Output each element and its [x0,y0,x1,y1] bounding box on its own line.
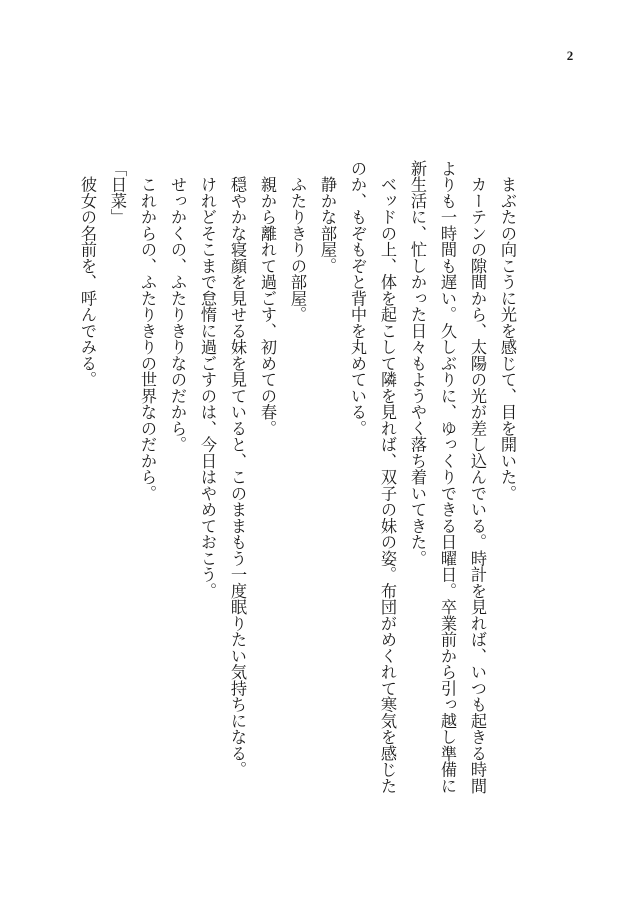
text-line: 新生活に、忙しかった日々もようやく落ち着いてきた。 [408,160,427,567]
text-line: よりも一時間も遅い。久しぶりに、ゆっくりできる日曜日。卒業前から引っ越し準備に [438,160,457,794]
text-line: ふたりきりの部屋。 [288,160,307,323]
text-line: これからの、ふたりきりの世界なのだから。 [138,160,157,502]
text-line: けれどそこまで怠惰に過ごすのは、今日はやめておこう。 [198,160,217,599]
text-line: せっかくの、ふたりきりなのだから。 [168,160,187,453]
text-line: のか、もぞもぞと背中を丸めている。 [348,160,367,437]
text-line: まぶたの向こうに光を感じて、目を開いた。 [498,160,517,502]
text-line: 穏やかな寝顔を見せる妹を見ていると、このままもう一度眠りたい気持ちになる。 [228,160,247,778]
page-number: 2 [566,48,574,63]
body-text [72,160,522,860]
text-line: カーテンの隙間から、太陽の光が差し込んでいる。時計を見れば、いつも起きる時間 [468,160,487,794]
text-line: 親から離れて過ごす、初めての春。 [258,160,277,437]
text-line: ベッドの上、体を起こして隣を見れば、双子の妹の姿。布団がめくれて寒気を感じた [378,160,397,794]
text-line: 静かな部屋。 [318,160,337,274]
text-line: 彼女の名前を、呼んでみる。 [78,160,97,388]
text-line: 「日菜」 [108,160,127,225]
